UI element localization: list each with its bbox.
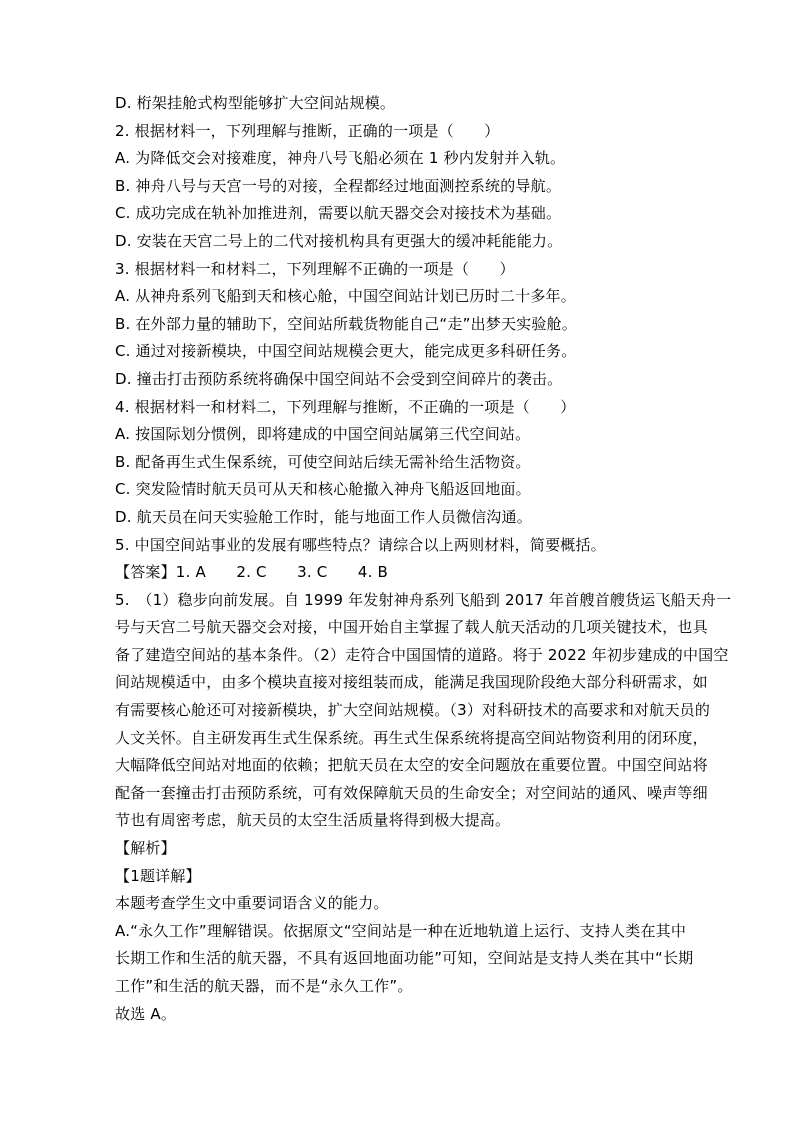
answer5-line: 配备一套撞击打击预防系统，可有效保障航天员的生命安全；对空间站的通风、噪声等细 [115, 783, 708, 802]
q4-option-a-line: A. 按国际划分惯例，即将建成的中国空间站属第三代空间站。 [115, 425, 531, 444]
analysis-line: 长期工作和生活的航天器，不具有返回地面功能”可知，空间站是支持人类在其中“长期 [115, 949, 694, 968]
answer5-line: 节也有周密考虑，航天员的太空生活质量将得到极大提高。 [115, 811, 511, 830]
question-2 [115, 118, 681, 256]
answer-key [115, 559, 681, 587]
q4-option-d-line: D. 航天员在问天实验舱工作时，能与地面工作人员微信沟通。 [115, 507, 532, 526]
analysis-header: 【解析】 [115, 839, 176, 858]
q3-stem-line: 3. 根据材料一和材料二，下列理解不正确的一项是（ ） [115, 259, 515, 278]
answer5-line: 号与天宫二号航天器交会对接，中国开始自主掌握了载人航天活动的几项关键技术，也具 [115, 618, 708, 637]
q4-option-c-line: C. 突发险情时航天员可从天和核心舱撤入神舟飞船返回地面。 [115, 480, 531, 499]
q2-option-d-line: D. 安装在天宫二号上的二代对接机构具有更强大的缓冲耗能能力。 [115, 231, 563, 250]
analysis-line: 工作”和生活的航天器，而不是“永久工作”。 [115, 977, 413, 995]
q5-stem-line: 5. 中国空间站事业的发展有哪些特点？请综合以上两则材料，简要概括。 [115, 535, 606, 554]
q1-option-d-line: D. 桁架挂舱式构型能够扩大空间站规模。 [115, 94, 396, 112]
q3-option-b-line: B. 在外部力量的辅助下，空间站所载货物能自己“走”出梦天实验舱。 [115, 314, 577, 333]
q1-detail-header: 【1题详解】 [115, 866, 201, 885]
document-body [115, 90, 732, 1028]
choice-answers-line: 【答案】1. A 2. C 3. C 4. B [115, 563, 389, 582]
question-4 [115, 394, 681, 532]
q2-stem-line: 2. 根据材料一，下列理解与推断，正确的一项是（ ） [115, 121, 500, 140]
analysis-section [115, 835, 694, 1028]
answer5-line: 大幅降低空间站对地面的依赖；把航天员在太空的安全问题放在重要位置。中国空间站将 [115, 756, 708, 775]
q4-stem-line: 4. 根据材料一和材料二，下列理解与推断，不正确的一项是（ ） [115, 397, 576, 416]
answer5-line: 备了建造空间站的基本条件。（2）走符合中国国情的道路。将于 2022 年初步建成的中国空 [115, 645, 729, 664]
answer5-line: 5. （1）稳步向前发展。自 1999 年发射神舟系列飞船到 2017 年首艘首艘货运飞船天舟一 [115, 590, 732, 609]
question-1-remainder [115, 90, 681, 118]
analysis-line: A.“永久工作”理解错误。依据原文“空间站是一种在近地轨道上运行、支持人类在其中 [115, 921, 687, 940]
answer5-line: 人文关怀。自主研发再生式生保系统。再生式生保系统将提高空间站物资利用的闭环度， [115, 728, 708, 747]
q4-option-b-line: B. 配备再生式生保系统，可使空间站后续无需补给生活物资。 [115, 452, 531, 471]
question-5 [115, 532, 681, 560]
q2-option-b-line: B. 神舟八号与天宫一号的对接，全程都经过地面测控系统的导航。 [115, 176, 562, 195]
q3-option-c-line: C. 通过对接新模块，中国空间站规模会更大，能完成更多科研任务。 [115, 342, 577, 361]
q3-option-d-line: D. 撞击打击预防系统将确保中国空间站不会受到空间碎片的袭击。 [115, 369, 563, 388]
q2-option-c-line: C. 成功完成在轨补加推进剂，需要以航天器交会对接技术为基础。 [115, 204, 562, 223]
answer5-line: 有需要核心舱还可对接新模块，扩大空间站规模。（3）对科研技术的高要求和对航天员的 [115, 701, 711, 720]
q3-option-a-line: A. 从神舟系列飞船到天和核心舱，中国空间站计划已历时二十多年。 [115, 287, 576, 306]
answer5-line: 间站规模适中，由多个模块直接对接组装而成，能满足我国现阶段绝大部分科研需求，如 [115, 673, 708, 692]
analysis-line: 本题考查学生文中重要词语含义的能力。 [115, 894, 389, 913]
answer-5-paragraph [115, 587, 732, 835]
question-3 [115, 256, 681, 394]
analysis-conclusion-line: 故选 A。 [115, 1004, 177, 1023]
q2-option-a-line: A. 为降低交会对接难度，神舟八号飞船必须在 1 秒内发射并入轨。 [115, 149, 566, 168]
